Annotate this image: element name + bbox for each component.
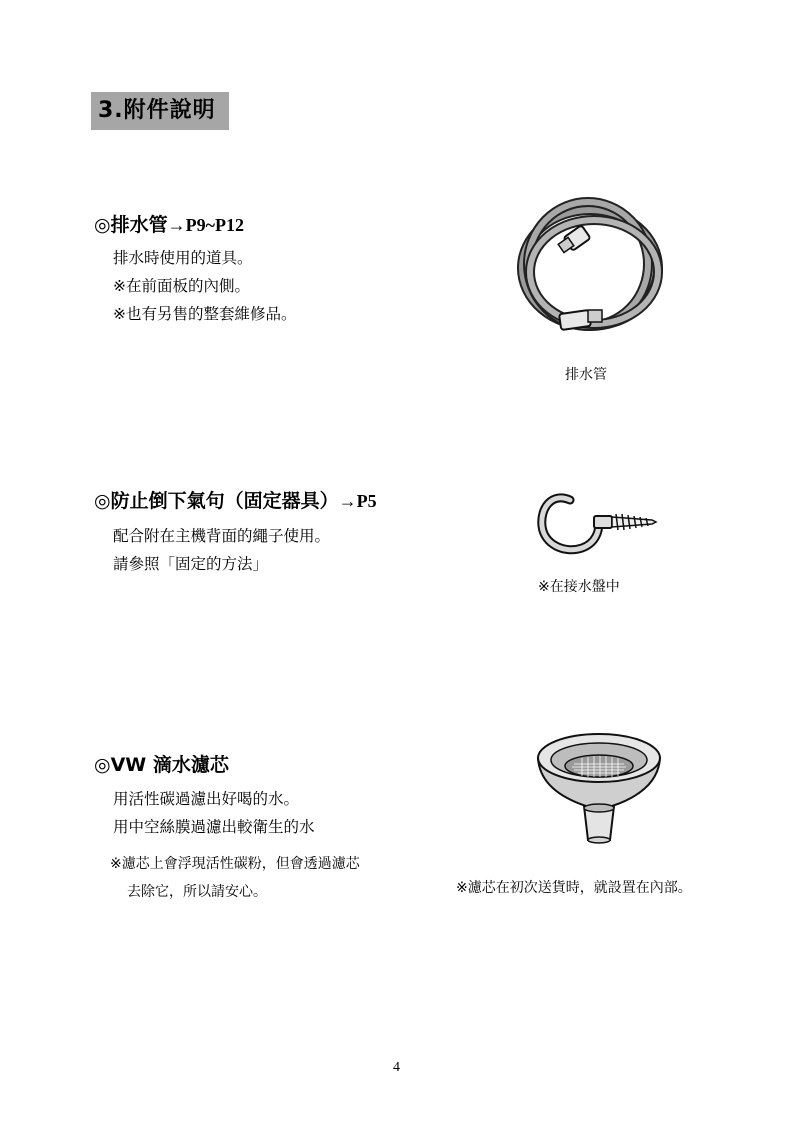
note-line: 去除它，所以請安心。 <box>127 884 267 900</box>
figure-caption: 排水管 <box>565 367 607 383</box>
circle-marker-icon: ◎ <box>94 214 111 236</box>
item-name: VW 滴水濾芯 <box>110 754 229 776</box>
section-title: 3.附件說明 <box>91 92 229 130</box>
description-line: 排水時使用的道具。 <box>113 249 253 267</box>
drip-filter-illustration <box>534 728 664 852</box>
item-name: 排水管 <box>110 214 168 236</box>
circle-marker-icon: ◎ <box>94 490 111 512</box>
description-line: 配合附在主機背面的繩子使用。 <box>113 527 331 545</box>
item-description <box>113 244 297 328</box>
description-line: 請參照「固定的方法」 <box>113 555 269 573</box>
note-line: ※濾芯上會浮現活性碳粉，但會透過濾芯 <box>110 856 360 872</box>
item-heading-vw-filter <box>94 750 229 777</box>
screw-hook-illustration <box>536 488 660 562</box>
circle-marker-icon: ◎ <box>94 754 111 776</box>
item-name: 防止倒下氣句（固定器具） <box>110 490 339 512</box>
page-reference: →P9~P12 <box>167 215 244 235</box>
drain-hose-illustration <box>510 190 670 350</box>
description-line: ※也有另售的整套維修品。 <box>113 305 297 323</box>
description-line: 用活性碳過濾出好喝的水。 <box>113 790 300 808</box>
item-note <box>110 850 360 906</box>
figure-caption: ※在接水盤中 <box>538 579 620 595</box>
description-line: 用中空絲膜過濾出較衛生的水 <box>113 818 315 836</box>
page-reference: →P5 <box>338 491 377 511</box>
item-heading-anti-tip-hook <box>94 486 377 513</box>
item-description <box>113 785 315 841</box>
item-description <box>113 522 330 578</box>
figure-caption: ※濾芯在初次送貨時，就設置在內部。 <box>456 880 692 896</box>
page-number: 4 <box>393 1060 400 1075</box>
description-line: ※在前面板的內側。 <box>113 277 250 295</box>
item-heading-drain-hose <box>94 210 244 237</box>
